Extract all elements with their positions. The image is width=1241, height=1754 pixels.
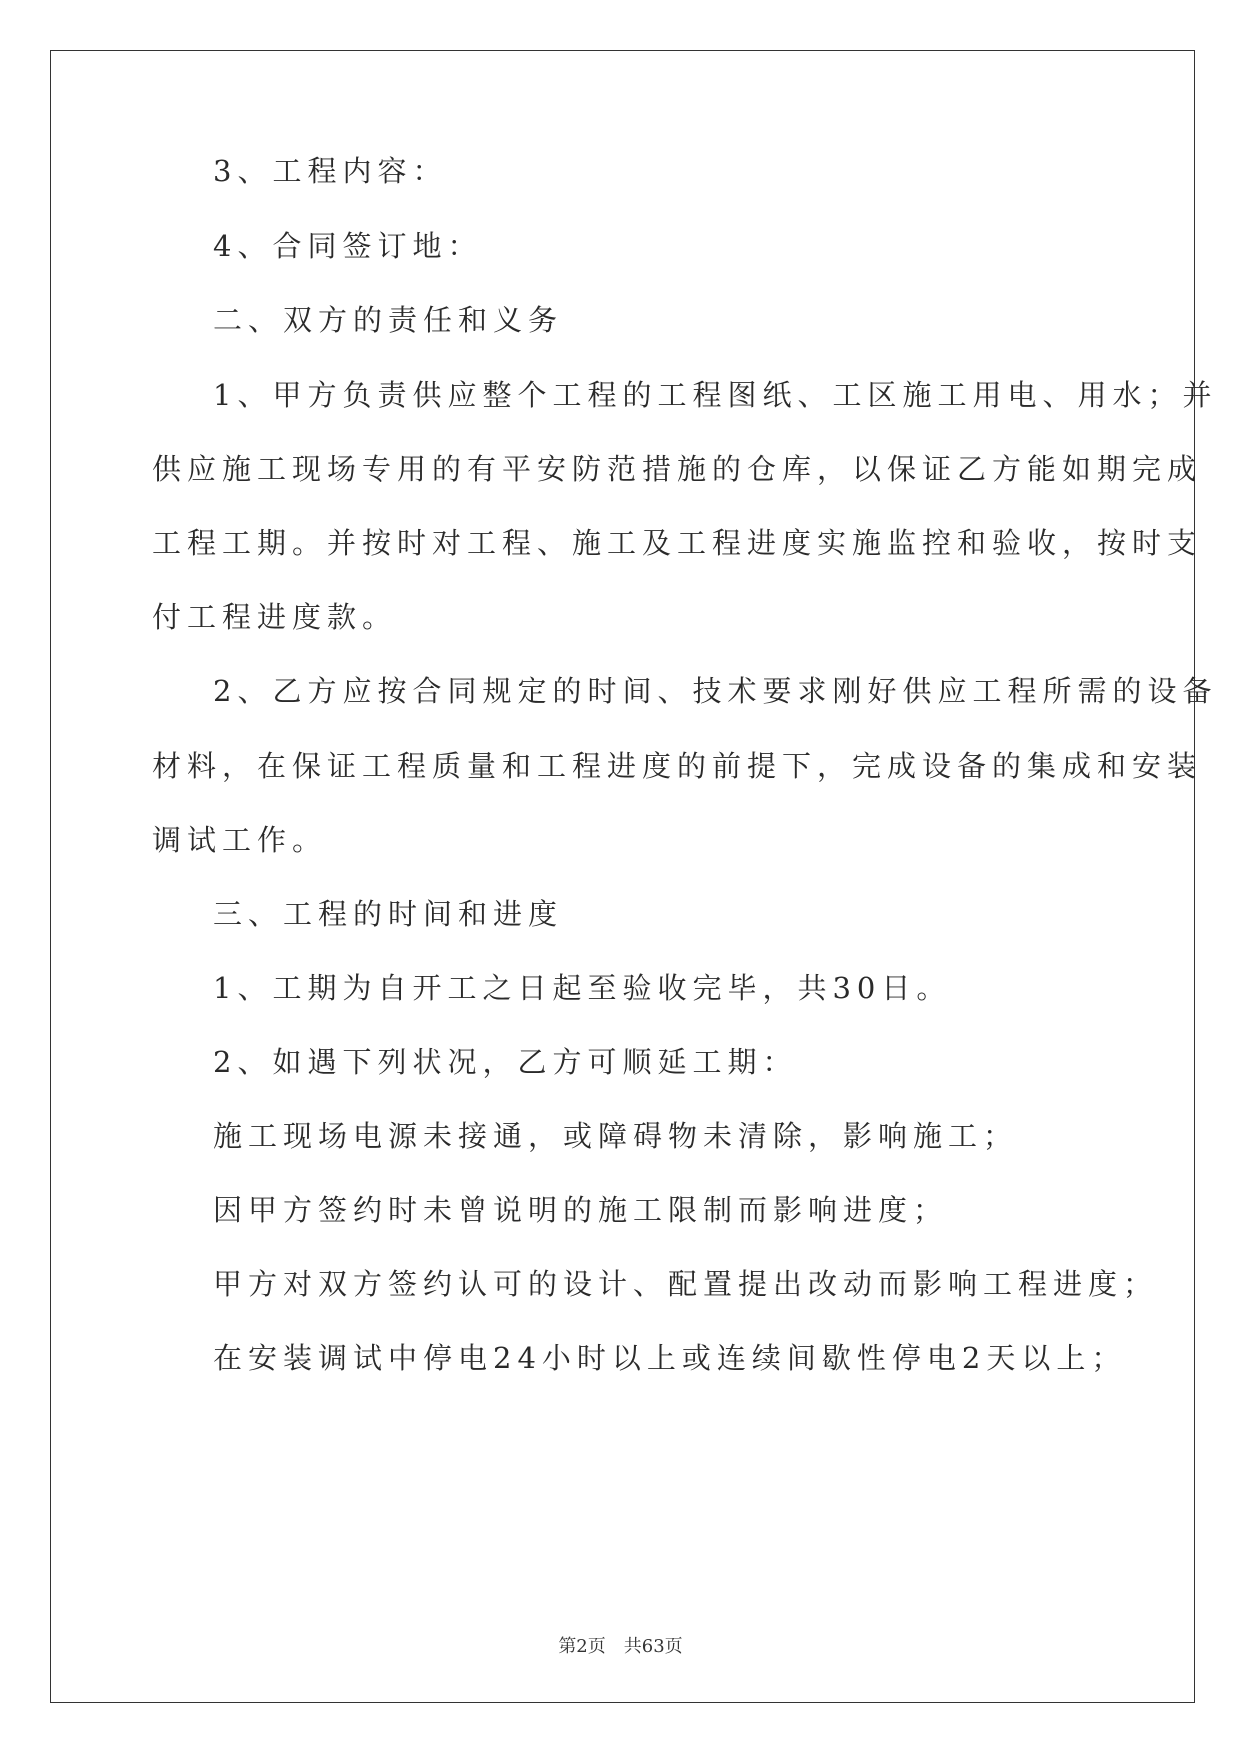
page-number-footer: 第2页 共63页: [558, 1636, 683, 1657]
text-line: 2、乙方应按合同规定的时间、技术要求刚好供应工程所需的设备: [213, 674, 1218, 708]
text-line: 调试工作。: [152, 823, 328, 857]
text-line: 1、工期为自开工之日起至验收完毕，共30日。: [213, 971, 952, 1005]
text-line: 施工现场电源未接通，或障碍物未清除，影响施工；: [213, 1119, 1019, 1153]
section-heading: 二、双方的责任和义务: [213, 303, 564, 337]
page-border: [50, 50, 1195, 1703]
text-line: 甲方对双方签约认可的设计、配置提出改动而影响工程进度；: [213, 1267, 1159, 1301]
section-heading: 三、工程的时间和进度: [213, 897, 564, 931]
text-line: 在安装调试中停电24小时以上或连续间歇性停电2天以上；: [213, 1341, 1127, 1375]
text-line: 工程工期。并按时对工程、施工及工程进度实施监控和验收，按时支: [152, 526, 1203, 560]
text-line: 1、甲方负责供应整个工程的工程图纸、工区施工用电、用水；并: [213, 378, 1218, 412]
text-line: 2、如遇下列状况，乙方可顺延工期：: [213, 1045, 798, 1079]
text-line: 付工程进度款。: [152, 600, 398, 634]
text-line: 因甲方签约时未曾说明的施工限制而影响进度；: [213, 1193, 949, 1227]
text-line: 供应施工现场专用的有平安防范措施的仓库，以保证乙方能如期完成: [152, 452, 1203, 486]
text-line: 3、工程内容：: [213, 154, 448, 188]
text-line: 材料，在保证工程质量和工程进度的前提下，完成设备的集成和安装: [152, 749, 1203, 783]
text-line: 4、合同签订地：: [213, 229, 483, 263]
